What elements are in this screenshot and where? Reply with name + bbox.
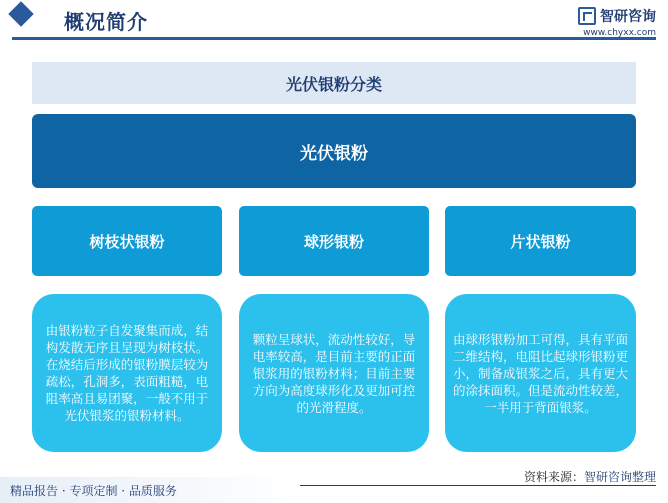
brand bbox=[578, 6, 656, 38]
description-text: 由银粉粒子自发聚集而成，结构发散无序且呈现为树枝状。在烧结后形成的银粉膜层较为疏松，孔洞多，表面粗糙，电阻率高且易团聚，一般不用于光伏银浆的银粉材料。 bbox=[45, 323, 209, 423]
category-node-flake: 片状银粉 bbox=[445, 206, 636, 276]
description-flake bbox=[445, 294, 636, 452]
footer-slogan: 精品报告 · 专项定制 · 品质服务 bbox=[10, 484, 177, 498]
header-divider bbox=[12, 37, 656, 40]
category-node-dendritic: 树枝状银粉 bbox=[32, 206, 222, 276]
brand-url: www.chyxx.com bbox=[583, 28, 656, 38]
source-note bbox=[524, 468, 656, 485]
source-value: 智研咨询整理 bbox=[583, 470, 656, 484]
brand-logo-icon bbox=[578, 7, 596, 25]
section-title: 概况简介 bbox=[64, 10, 148, 34]
description-spherical bbox=[239, 294, 429, 452]
source-label: 资料来源： bbox=[523, 470, 584, 484]
header bbox=[0, 0, 668, 46]
diagram-title: 光伏银粉分类 bbox=[32, 62, 636, 104]
brand-name: 智研咨询 bbox=[600, 9, 656, 25]
description-text: 颗粒呈球状，流动性较好，导电率较高，是目前主要的正面银浆用的银粉材料；目前主要方向为高度球形化及更加可控的光滑程度。 bbox=[252, 331, 416, 415]
diamond-icon bbox=[8, 1, 33, 26]
root-node: 光伏银粉 bbox=[32, 114, 636, 188]
description-text: 由球形银粉加工可得，具有平面二维结构，电阻比起球形银粉更小，制备成银浆之后，具有更大的涂抹面积。但是流动性较差，一半用于背面银浆。 bbox=[453, 331, 629, 415]
description-dendritic bbox=[32, 294, 222, 452]
footer-divider bbox=[300, 485, 656, 486]
category-node-spherical: 球形银粉 bbox=[239, 206, 429, 276]
